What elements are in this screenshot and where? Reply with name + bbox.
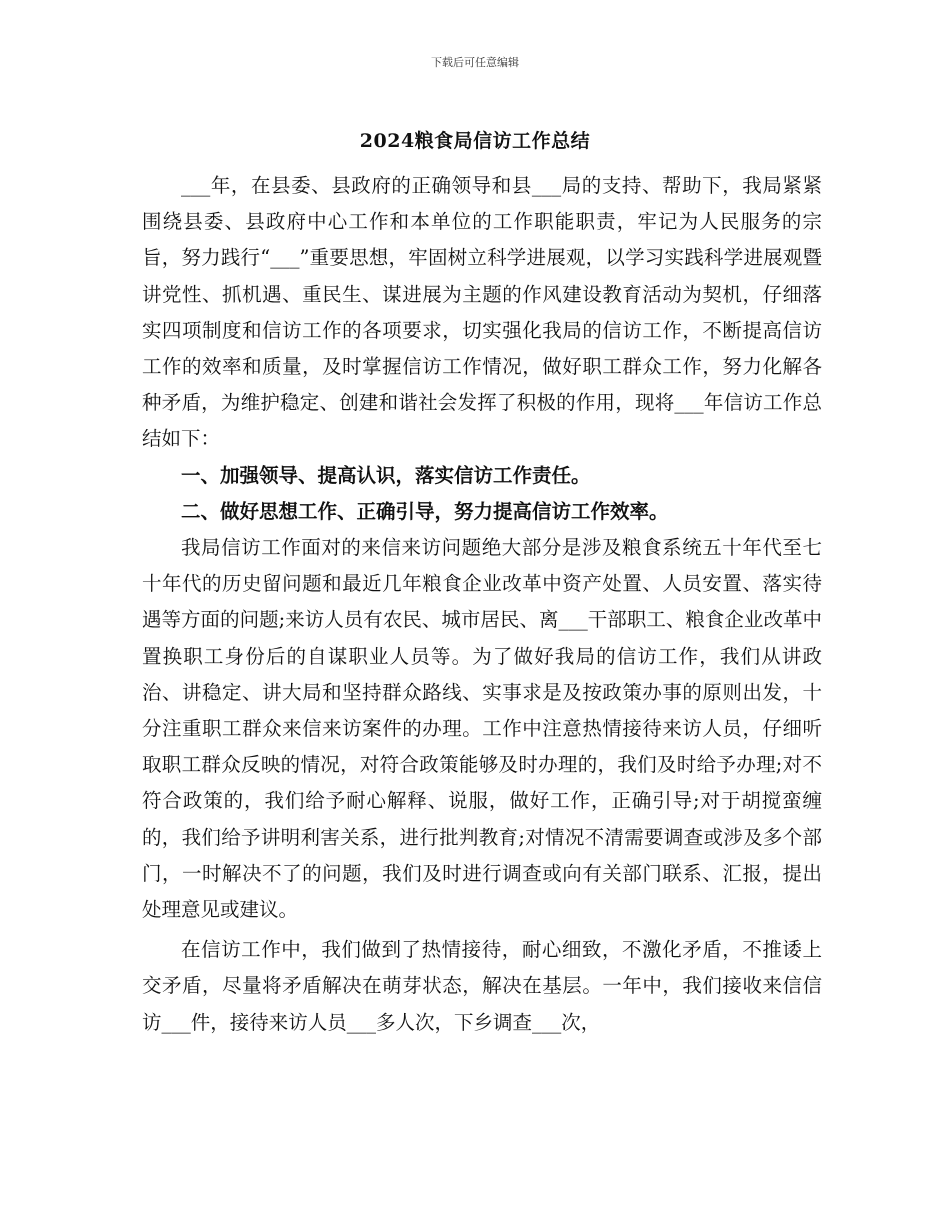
body-paragraph: 我局信访工作面对的来信来访问题绝大部分是涉及粮食系统五十年代至七十年代的历史留问题和最近几年粮食企业改革中资产处置、人员安置、落实待遇等方面的问题;来访人员有农民、城市居民、离___干部职工、粮食企业改革中置换职工身份后的自谋职业人员等。为了做好我局的信访工作，我们从讲政治、讲稳定、讲大局和坚持群众路线、实事求是及按政策办事的原则出发，十分注重职工群众来信来访案件的办理。工作中注意热情接待来访人员，仔细听取职工群众反映的情况，对符合政策能够及时办理的，我们及时给予办理;对不符合政策的，我们给予耐心解释、说服，做好工作，正确引导;对于胡搅蛮缠的，我们给予讲明利害关系，进行批判教育;对情况不清需要调查或涉及多个部门，一时解决不了的问题，我们及时进行调查或向有关部门联系、汇报，提出处理意见或建议。: [142, 536, 822, 922]
body-paragraph: 在信访工作中，我们做到了热情接待，耐心细致，不激化矛盾，不推诿上交矛盾，尽量将矛盾解决在萌芽状态，解决在基层。一年中，我们接收来信信访___件，接待来访人员___多人次，下乡调查___次，: [142, 938, 822, 1034]
document-title: 2024粮食局信访工作总结: [359, 130, 591, 152]
section-heading-2: 二、做好思想工作、正确引导，努力提高信访工作效率。: [181, 499, 669, 523]
page-header-note: 下载后可任意编辑: [431, 56, 519, 69]
section-heading-1: 一、加强领导、提高认识，落实信访工作责任。: [181, 463, 591, 487]
intro-paragraph: ___年，在县委、县政府的正确领导和县___局的支持、帮助下，我局紧紧围绕县委、县政府中心工作和本单位的工作职能职责，牢记为人民服务的宗旨，努力践行“___”重要思想，牢固树立科学进展观，以学习实践科学进展观暨讲党性、抓机遇、重民生、谋进展为主题的作风建设教育活动为契机，仔细落实四项制度和信访工作的各项要求，切实强化我局的信访工作，不断提高信访工作的效率和质量，及时掌握信访工作情况，做好职工群众工作，努力化解各种矛盾，为维护稳定、创建和谐社会发挥了积极的作用，现将___年信访工作总结如下：: [142, 174, 822, 451]
document-body: [142, 168, 822, 1041]
